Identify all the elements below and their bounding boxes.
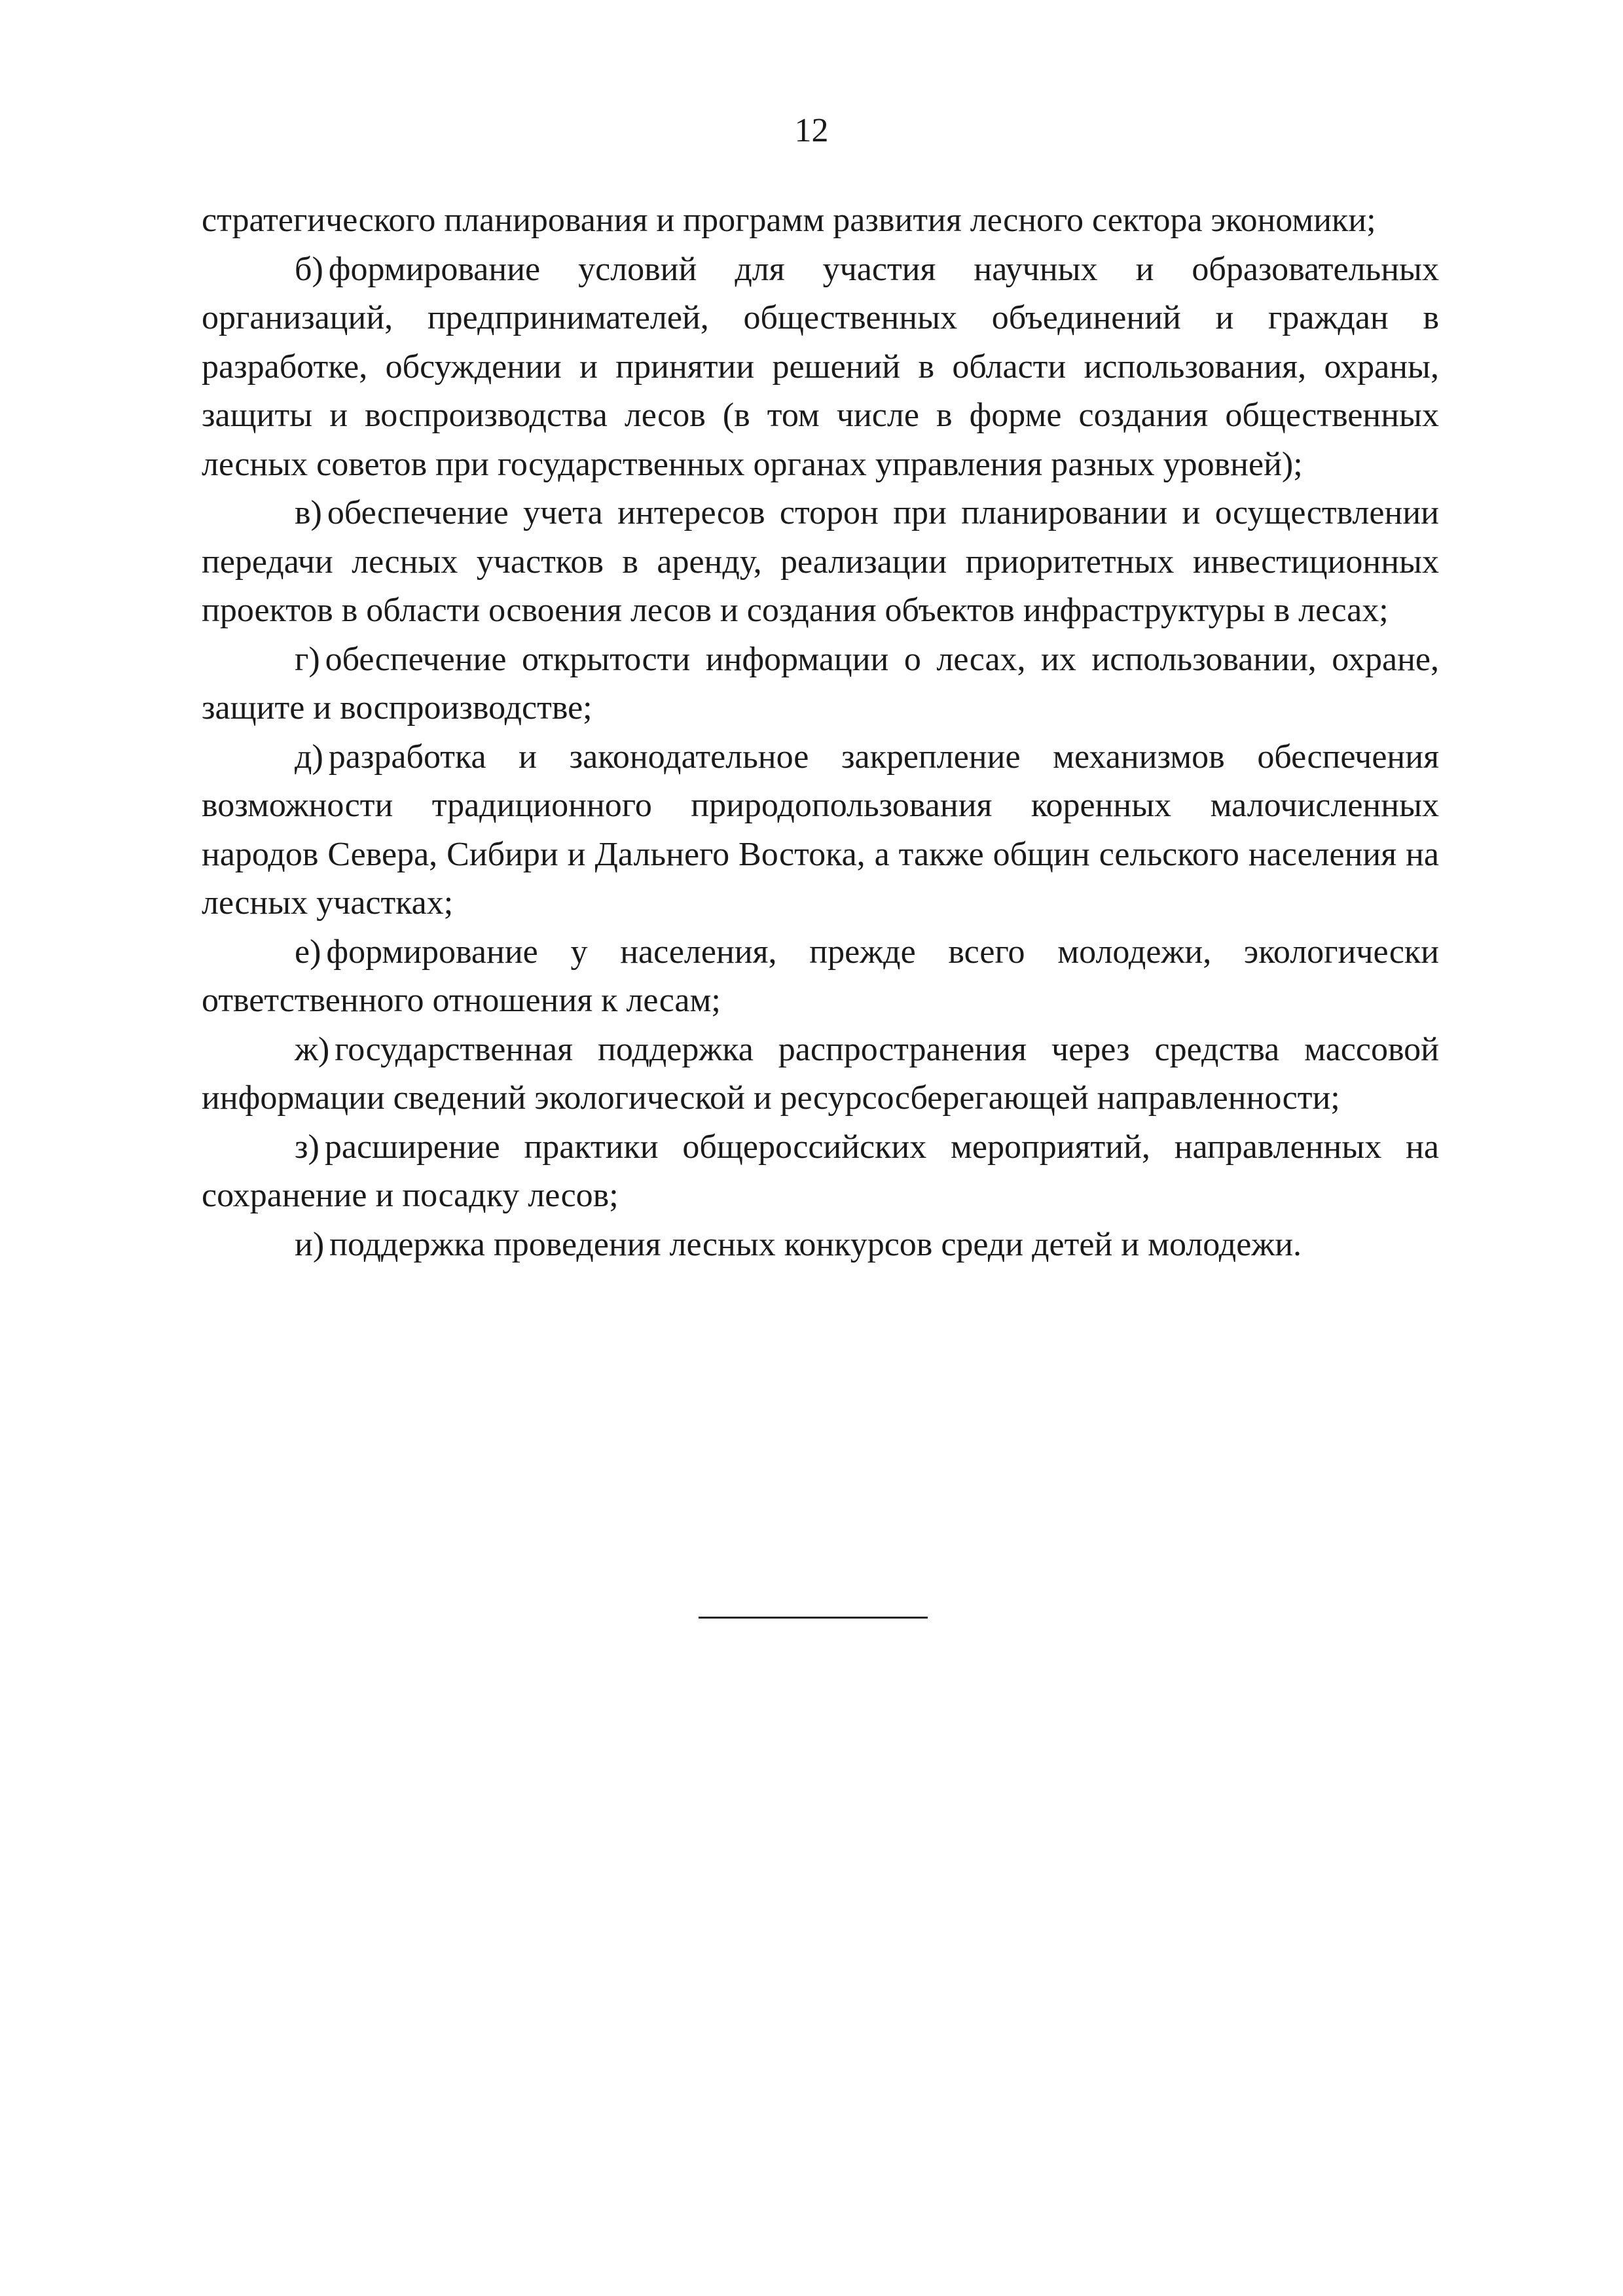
list-marker: в) [295,494,322,531]
document-body [202,196,1439,1269]
paragraph-text: расширение практики общероссийских мероприятий, направленных на сохранение и посадку лесов; [202,1128,1439,1214]
list-item-e [202,928,1439,1026]
list-marker: д) [295,738,323,776]
paragraph-text: государственная поддержка распространения через средства массовой информации сведений экологической и ресурсосберегающей направленности; [202,1030,1439,1117]
list-marker: з) [295,1128,319,1166]
list-item-g [202,636,1439,733]
end-of-document-rule [699,1617,928,1619]
list-item-d [202,733,1439,928]
paragraph-text: формирование условий для участия научных и образовательных организаций, предпринимателей, общественных объединений и граждан в разработке, обсуждении и принятии решений в области использования, охраны, защиты и воспроизводства лесов (в том числе в форме создания общественных лесных советов при государственных органах управления разных уровней); [202,250,1439,483]
paragraph-text: поддержка проведения лесных конкурсов среди детей и молодежи. [329,1225,1302,1263]
list-item-v [202,489,1439,636]
list-item-zh [202,1026,1439,1123]
paragraph-text: обеспечение открытости информации о лесах, их использовании, охране, защите и воспроизводстве; [202,640,1439,726]
list-marker: б) [295,250,323,288]
list-item-b [202,245,1439,490]
list-marker: и) [295,1225,325,1263]
list-marker: е) [295,933,321,971]
paragraph-text: обеспечение учета интересов сторон при планировании и осуществлении передачи лесных участков в аренду, реализации приоритетных инвестиционных проектов в области освоения лесов и создания объектов инфраструктуры в лесах; [202,494,1439,629]
paragraph-text: разработка и законодательное закрепление механизмов обеспечения возможности традиционного природопользования коренных малочисленных народов Севера, Сибири и Дальнего Востока, а также общин сельского населения на лесных участках; [202,738,1439,922]
list-marker: г) [295,640,320,678]
paragraph-text: стратегического планирования и программ развития лесного сектора экономики; [202,202,1376,239]
page-number: 12 [794,112,829,149]
list-item-z [202,1123,1439,1221]
paragraph-continuation [202,196,1439,245]
paragraph-text: формирование у населения, прежде всего молодежи, экологически ответственного отношения к лесам; [202,933,1439,1019]
list-item-i [202,1221,1439,1270]
list-marker: ж) [295,1030,330,1068]
